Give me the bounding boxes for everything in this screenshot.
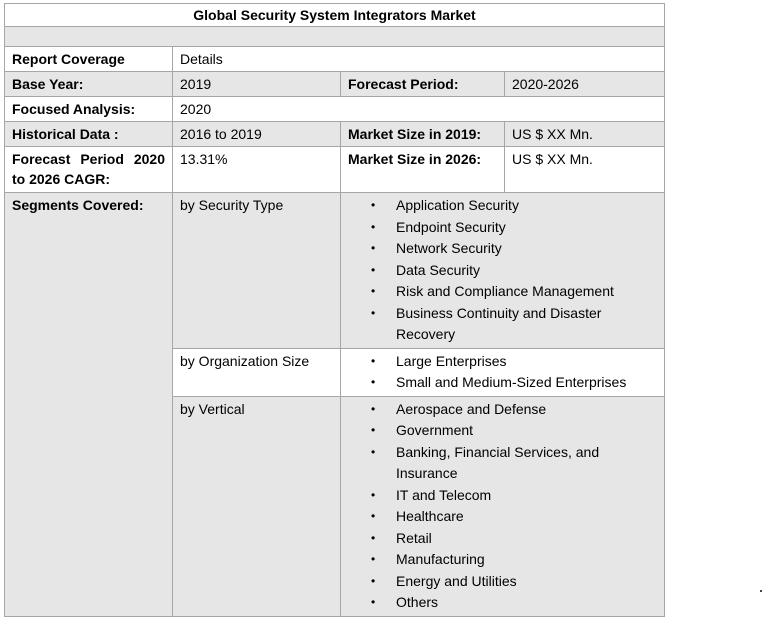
gray-spacer-row	[5, 27, 665, 47]
market-size-2026-label: Market Size in 2026:	[341, 147, 505, 193]
bullet-icon: •	[371, 305, 376, 320]
segment-item-text: Retail	[396, 529, 432, 546]
base-year-label: Base Year:	[5, 72, 173, 97]
header-details: Details	[173, 47, 665, 72]
market-size-2026-value: US $ XX Mn.	[505, 147, 665, 193]
segment-item-text: Endpoint Security	[396, 218, 506, 235]
segment-item-text: Others	[396, 594, 439, 610]
bullet-icon: •	[371, 262, 376, 277]
cagr-label-line2: to 2026 CAGR:	[12, 171, 111, 187]
segment-list-item	[348, 195, 657, 217]
segment-item-text: Banking, Financial Services, and Insurance	[396, 443, 600, 481]
cagr-row	[5, 147, 665, 193]
header-row	[5, 47, 665, 72]
bullet-icon: •	[371, 552, 376, 566]
market-report-table	[4, 3, 665, 617]
segment-item-text: Network Security	[396, 240, 502, 256]
market-size-2019-label: Market Size in 2019:	[341, 122, 505, 147]
segments-covered-label: Segments Covered:	[5, 193, 173, 617]
segment-item-text: Energy and Utilities	[396, 572, 517, 589]
bullet-icon: •	[371, 353, 376, 368]
segment-item-text: Small and Medium-Sized Enterprises	[396, 374, 627, 390]
historical-data-row	[5, 122, 665, 147]
bullet-icon: •	[371, 198, 376, 212]
base-year-value: 2019	[173, 72, 341, 97]
segment-items-cell	[341, 193, 665, 349]
table-title: Global Security System Integrators Market	[5, 4, 665, 27]
bullet-icon: •	[371, 530, 376, 545]
header-report-coverage: Report Coverage	[5, 47, 173, 72]
bullet-icon: •	[371, 284, 376, 298]
bullet-icon: •	[371, 595, 376, 609]
segment-item-text: Government	[396, 422, 474, 438]
segment-item-text: Healthcare	[396, 508, 464, 524]
cagr-label-line1: Forecast Period 2020	[12, 151, 165, 167]
market-size-2019-value: US $ XX Mn.	[505, 122, 665, 147]
forecast-period-label: Forecast Period:	[341, 72, 505, 97]
segment-list-item	[348, 351, 657, 373]
segment-list-item	[348, 281, 657, 303]
segment-row-security-type	[5, 193, 665, 349]
segment-item-text: Aerospace and Defense	[396, 400, 547, 417]
segment-list-item	[348, 260, 657, 282]
segment-item-text: Large Enterprises	[396, 352, 507, 369]
cagr-value: 13.31%	[173, 147, 341, 193]
segment-list-item	[348, 442, 657, 485]
segment-name: by Organization Size	[173, 348, 341, 396]
segment-item-text: Application Security	[396, 197, 519, 213]
segment-list-item	[348, 592, 657, 614]
bullet-icon: •	[371, 375, 376, 389]
focused-analysis-label: Focused Analysis:	[5, 97, 173, 122]
historical-data-value: 2016 to 2019	[173, 122, 341, 147]
bullet-icon: •	[371, 444, 376, 459]
historical-data-label: Historical Data :	[5, 122, 173, 147]
segment-list	[348, 195, 657, 346]
segment-list-item	[348, 485, 657, 507]
segment-list-item	[348, 372, 657, 394]
segment-items-cell	[341, 396, 665, 616]
focused-analysis-row	[5, 97, 665, 122]
bullet-icon: •	[371, 241, 376, 255]
forecast-period-value: 2020-2026	[505, 72, 665, 97]
bullet-icon: •	[371, 219, 376, 234]
segment-items-cell	[341, 348, 665, 396]
cagr-label	[5, 147, 173, 193]
segment-list-item	[348, 506, 657, 528]
segment-item-text: Business Continuity and Disaster Recovery	[396, 304, 602, 342]
bullet-icon: •	[371, 509, 376, 523]
segment-list-item	[348, 238, 657, 260]
segment-name: by Security Type	[173, 193, 341, 349]
segment-list	[348, 399, 657, 614]
segment-item-text: Data Security	[396, 261, 481, 278]
segment-item-text: Risk and Compliance Management	[396, 283, 614, 299]
bullet-icon: •	[371, 423, 376, 437]
segment-item-text: IT and Telecom	[396, 486, 492, 503]
segment-list	[348, 351, 657, 394]
segment-item-text: Manufacturing	[396, 551, 485, 567]
bullet-icon: •	[371, 487, 376, 502]
focused-analysis-value: 2020	[173, 97, 665, 122]
segment-name: by Vertical	[173, 396, 341, 616]
bullet-icon: •	[371, 573, 376, 588]
bullet-icon: •	[371, 401, 376, 416]
segment-list-item	[348, 399, 657, 421]
corner-dot	[760, 590, 762, 592]
segment-list-item	[348, 549, 657, 571]
base-year-row	[5, 72, 665, 97]
segment-list-item	[348, 420, 657, 442]
segment-list-item	[348, 528, 657, 550]
segment-list-item	[348, 571, 657, 593]
segment-list-item	[348, 217, 657, 239]
segment-list-item	[348, 303, 657, 346]
